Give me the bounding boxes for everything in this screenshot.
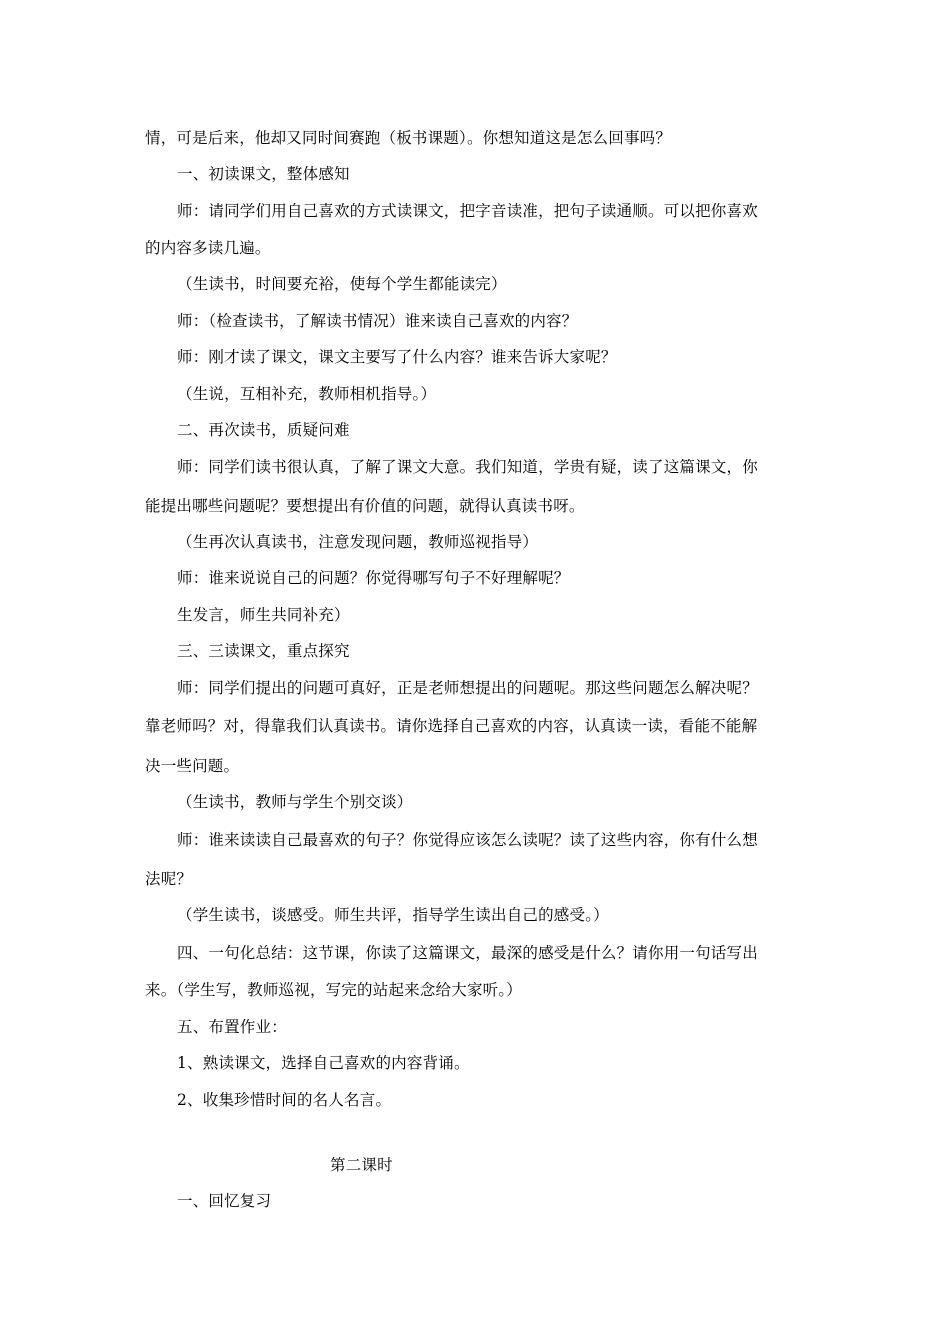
paragraph-line: 师：（检查读书，了解读书情况）谁来读自己喜欢的内容？ [177,312,578,330]
paragraph-line: 师：同学们提出的问题可真好，正是老师想提出的问题呢。那这些问题怎么解决呢？ [177,679,758,697]
paragraph-line: （生再次认真读书，注意发现问题，教师巡视指导） [177,533,539,551]
section-heading: 三、三读课文，重点探究 [177,642,350,660]
paragraph-line: （生读书，时间要充裕，使每个学生都能读完） [177,275,507,293]
paragraph-line: 生发言，师生共同补充） [177,606,350,624]
paragraph-line: 来。（学生写，教师巡视，写完的站起来念给大家听。） [145,981,523,999]
section-heading: 五、布置作业： [177,1018,287,1036]
paragraph-line: 靠老师吗？对，得靠我们认真读书。请你选择自己喜欢的内容，认真读一读，看能不能解 [145,717,758,735]
section-heading: 二、再次读书，质疑问难 [177,421,350,439]
list-item: 1、熟读课文，选择自己喜欢的内容背诵。 [177,1054,470,1072]
paragraph-line: 师：刚才读了课文，课文主要写了什么内容？谁来告诉大家呢？ [177,348,617,366]
paragraph-line: 情，可是后来，他却又同时间赛跑（板书课题）。你想知道这是怎么回事吗？ [145,129,672,147]
lesson-title: 第二课时 [330,1156,393,1174]
paragraph-line: 师：谁来说说自己的问题？你觉得哪写句子不好理解呢？ [177,569,570,587]
paragraph-line: 能提出哪些问题呢？要想提出有价值的问题，就得认真读书呀。 [145,497,585,515]
section-heading: 一、回忆复习 [177,1192,272,1210]
paragraph-line: （学生读书，谈感受。师生共评，指导学生读出自己的感受。） [177,906,609,924]
paragraph-line: 法呢？ [145,870,193,888]
paragraph-line: 师：同学们读书很认真，了解了课文大意。我们知道，学贵有疑，读了这篇课文，你 [177,458,758,476]
paragraph-line: 师：谁来读读自己最喜欢的句子？你觉得应该怎么读呢？读了这些内容，你有什么想 [177,831,758,849]
paragraph-line: 师：请同学们用自己喜欢的方式读课文，把字音读准，把句子读通顺。可以把你喜欢 [177,202,758,220]
section-heading: 一、初读课文，整体感知 [177,165,350,183]
paragraph-line: 的内容多读几遍。 [145,239,271,257]
paragraph-line: （生读书，教师与学生个别交谈） [177,793,413,811]
paragraph-line: （生说，互相补充，教师相机指导。） [177,385,437,403]
section-heading: 四、一句化总结：这节课，你读了这篇课文，最深的感受是什么？请你用一句话写出 [177,944,758,962]
list-item: 2、收集珍惜时间的名人名言。 [177,1091,392,1109]
paragraph-line: 决一些问题。 [145,757,240,775]
